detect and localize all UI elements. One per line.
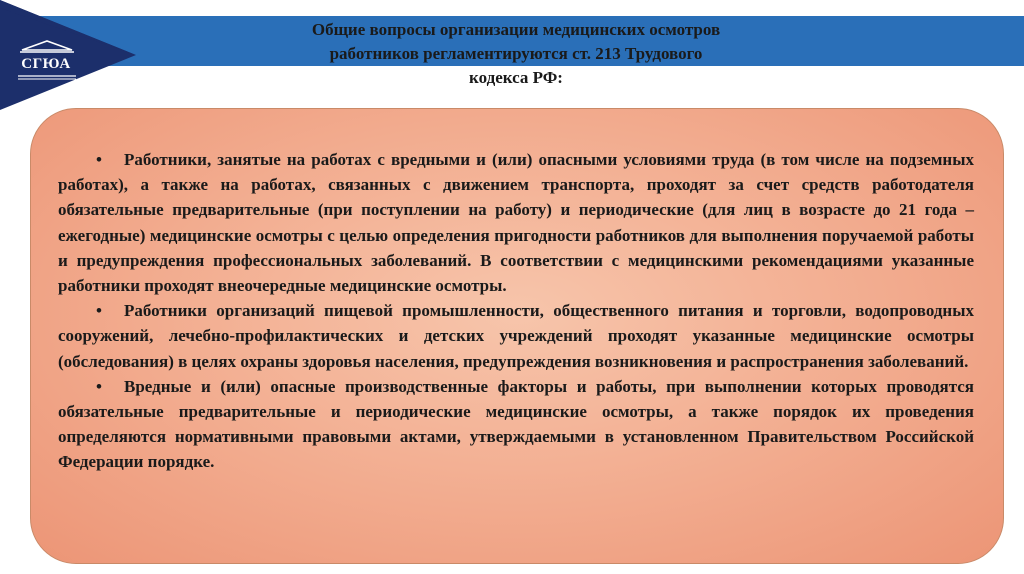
list-item-text: Работники организаций пищевой промышленности, общественного питания и торговли, водопроводных сооружений, лечебно-профилактических и детских учреждений проходят указанные медицинские осмотры (обследования) в целях охраны здоровья населения, предупреждения возникновения и распространения заболеваний. (58, 301, 974, 371)
logo-text: СГЮА (21, 56, 71, 72)
bullet-list (58, 147, 974, 475)
bullet-icon: • (96, 150, 102, 169)
bullet-icon: • (96, 301, 102, 321)
title-line-3: кодекса РФ: (469, 68, 563, 87)
bullet-icon: • (96, 376, 102, 396)
list-item-text: Работники, занятые на работах с вредными и (или) опасными условиями труда (в том числе на подземных работах), а также на работах, связанных с движением транспорта, проходят за счет средств работодателя обязательные предварительные (при поступлении на работу) и периодические (для лиц в возрасте до 21 года – ежегодные) медицинские осмотры с целью определения пригодности работников для выполнения поручаемой работы и предупреждения профессиональных заболеваний. В соответствии с медицинскими рекомендациями указанные работники проходят внеочередные медицинские осмотры. (58, 150, 974, 296)
page-title (236, 18, 796, 90)
top-band (0, 0, 1024, 16)
list-item-text: Вредные и (или) опасные производственные факторы и работы, при выполнении которых проводятся обязательные предварительные и периодические медицинские осмотры, а также порядок их проведения определяются нормативными правовыми актами, утверждаемыми в установленном Правительством Российской Федерации порядке. (58, 376, 974, 472)
title-line-1: Общие вопросы организации медицинских осмотров (311, 20, 721, 39)
list-item (58, 147, 974, 298)
list-item (58, 374, 974, 475)
list-item (58, 298, 974, 374)
title-line-2: работников регламентируются ст. 213 Трудового (329, 44, 703, 63)
